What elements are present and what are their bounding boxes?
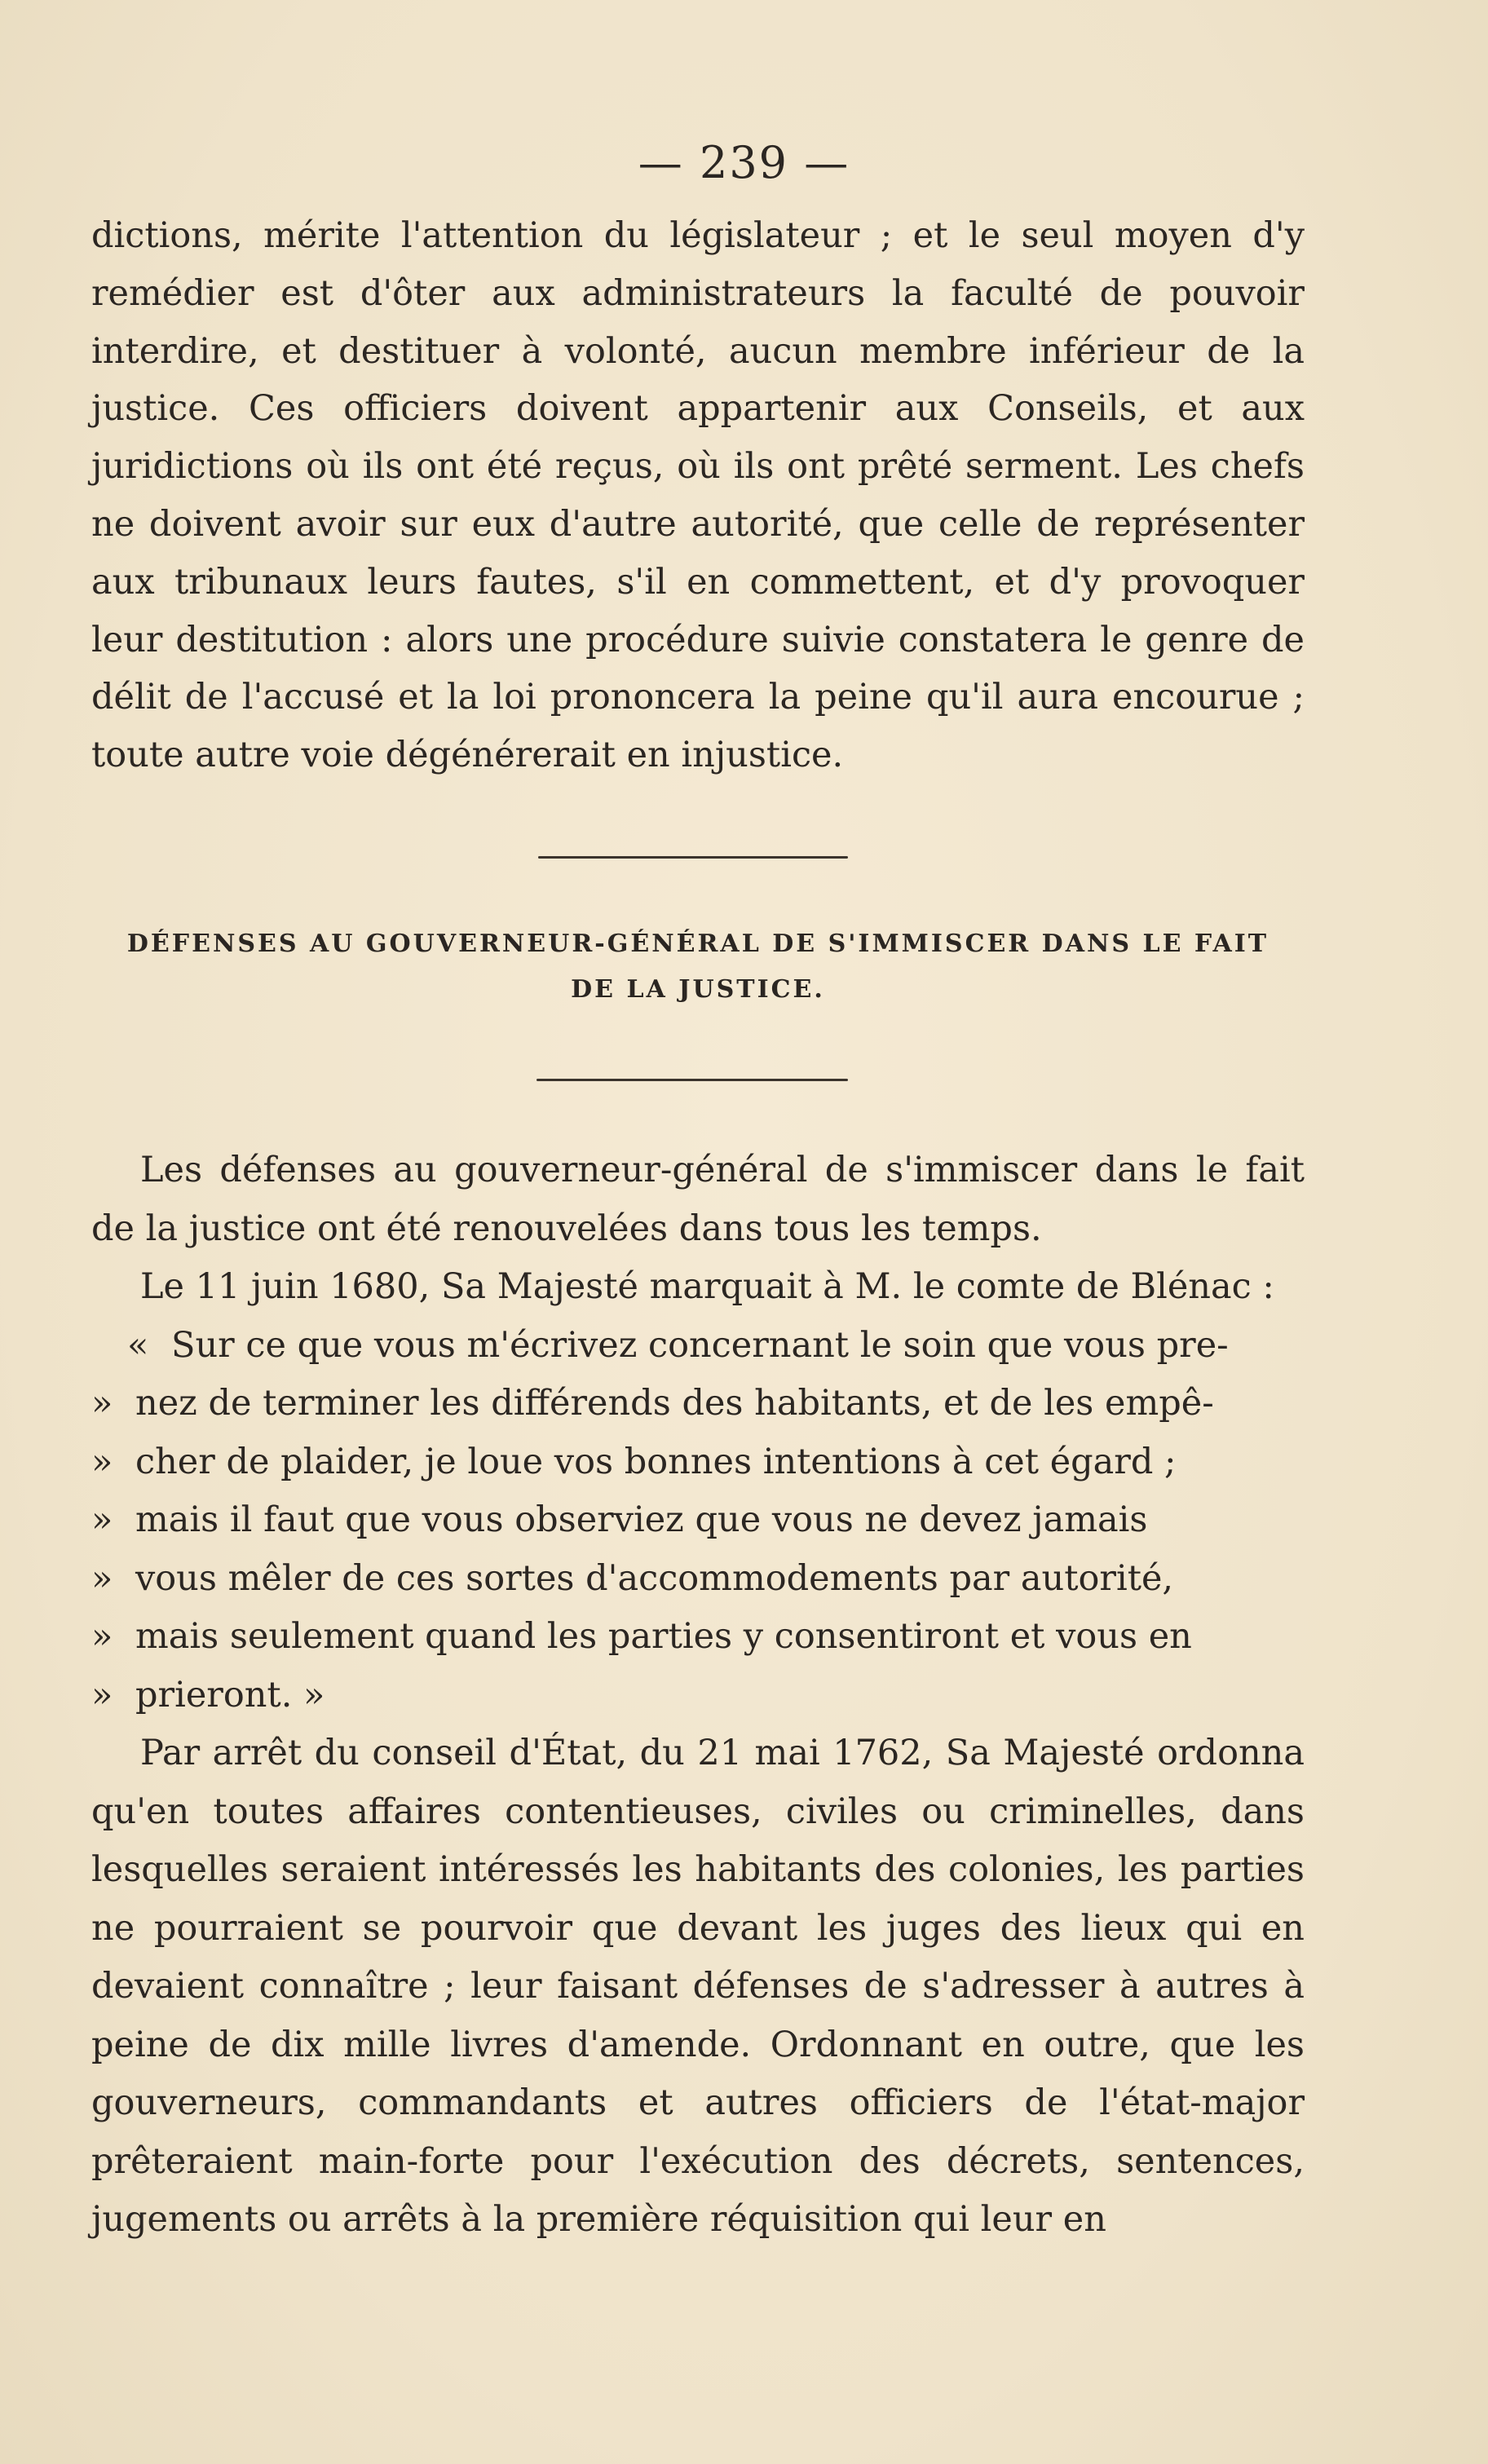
quote-line: » nez de terminer les différends des habitants, et de les empê- <box>91 1383 1214 1424</box>
quote-close-mark: » <box>303 1674 325 1716</box>
quote-line: » prieront. » <box>91 1674 325 1716</box>
paragraph-intro: Les défenses au gouverneur-général de s'immiscer dans le fait de la justice ont été renouvelées dans tous les temps. <box>91 1150 1305 1249</box>
quote-open-mark: « <box>127 1324 149 1366</box>
divider-top <box>538 856 848 859</box>
quote-line: » vous mêler de ces sortes d'accommodements par autorité, <box>91 1557 1174 1599</box>
paragraph-date: Le 11 juin 1680, Sa Majesté marquait à M. le comte de Blénac : <box>140 1266 1274 1307</box>
section-heading <box>91 921 1305 1013</box>
quote-line: » cher de plaider, je loue vos bonnes intentions à cet égard ; <box>91 1441 1177 1482</box>
quote-line: « Sur ce que vous m'écrivez concernant le soin que vous pre- <box>91 1317 1305 1376</box>
quote-line: » mais il faut que vous observiez que vous ne devez jamais <box>91 1499 1148 1540</box>
top-text-block <box>91 207 1305 784</box>
page-number: — 239 — <box>638 137 850 188</box>
section-heading-line-1: DÉFENSES AU GOUVERNEUR-GÉNÉRAL DE S'IMMISCER DANS LE FAIT <box>126 930 1269 958</box>
quotation <box>91 1317 1305 1725</box>
section-heading-line-2: DE LA JUSTICE. <box>571 975 825 1004</box>
divider-bottom <box>536 1079 848 1081</box>
quote-line: » mais seulement quand les parties y consentiront et vous en <box>91 1616 1192 1657</box>
paragraph-arret: Par arrêt du conseil d'État, du 21 mai 1762, Sa Majesté ordonna qu'en toutes affaires contentieuses, civiles ou criminelles, dans lesquelles seraient intéressés les habitants des colonies, les parties ne pourraient se pourvoir que devant les juges des lieux qui en devaient connaître ; leur faisant défenses de s'adresser à autres à peine de dix mille livres d'amende. Ordonnant en outre, que les gouverneurs, commandants et autres officiers de l'état-major prêteraient main-forte pour l'exécution des décrets, sentences, jugements ou arrêts à la première réquisition qui leur en <box>91 1733 1305 2240</box>
top-paragraph: dictions, mérite l'attention du législateur ; et le seul moyen d'y remédier est d'ôter aux administrateurs la faculté de pouvoir interdire, et destituer à volonté, aucun membre inférieur de la justice. Ces officiers doivent appartenir aux Conseils, et aux juridictions où ils ont été reçus, où ils ont prêté serment. Les chefs ne doivent avoir sur eux d'autre autorité, que celle de représenter aux tribunaux leurs fautes, s'il en commettent, et d'y provoquer leur destitution : alors une procédure suivie constatera le genre de délit de l'accusé et la loi prononcera la peine qu'il aura encourue ; toute autre voie dégénérerait en injustice. <box>91 215 1305 776</box>
main-text-block <box>91 1141 1305 2250</box>
